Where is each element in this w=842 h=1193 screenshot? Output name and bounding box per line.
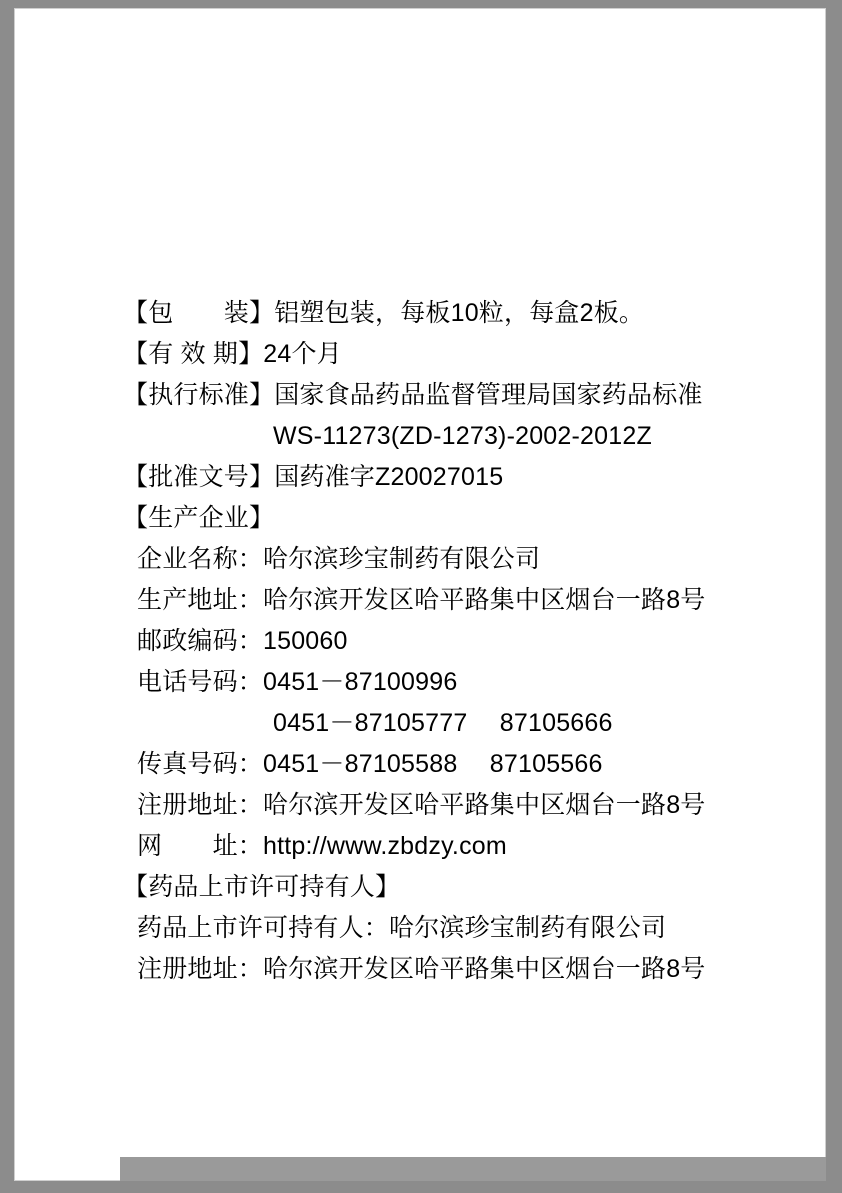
line-telephone-secondary: 0451－87105777 87105666 [273,709,613,737]
line-standard-code: WS-11273(ZD-1273)-2002-2012Z [273,422,652,450]
line-company-name: 企业名称：哈尔滨珍宝制药有限公司 [137,545,541,573]
line-website: 网 址：http://www.zbdzy.com [137,832,507,860]
line-packaging: 【包 装】铝塑包装，每板10粒，每盒2板。 [123,299,645,327]
page-bottom-shadow [120,1157,826,1181]
line-mah-address: 注册地址：哈尔滨开发区哈平路集中区烟台一路8号 [137,955,706,983]
line-shelf-life: 【有 效 期】24个月 [123,340,342,368]
document-page [14,8,826,1181]
line-telephone: 电话号码：0451－87100996 [137,668,458,696]
line-manufacturer-heading: 【生产企业】 [123,504,275,532]
line-registered-address: 注册地址：哈尔滨开发区哈平路集中区烟台一路8号 [137,791,706,819]
line-mah-name: 药品上市许可持有人：哈尔滨珍宝制药有限公司 [137,914,667,942]
line-standard: 【执行标准】国家食品药品监督管理局国家药品标准 [123,381,703,409]
line-mah-heading: 【药品上市许可持有人】 [123,873,401,901]
line-postal-code: 邮政编码：150060 [137,627,348,655]
line-production-address: 生产地址：哈尔滨开发区哈平路集中区烟台一路8号 [137,586,706,614]
insert-text-block [123,293,783,990]
line-approval-number: 【批准文号】国药准字Z20027015 [123,463,504,491]
line-fax: 传真号码：0451－87105588 87105566 [137,750,603,778]
